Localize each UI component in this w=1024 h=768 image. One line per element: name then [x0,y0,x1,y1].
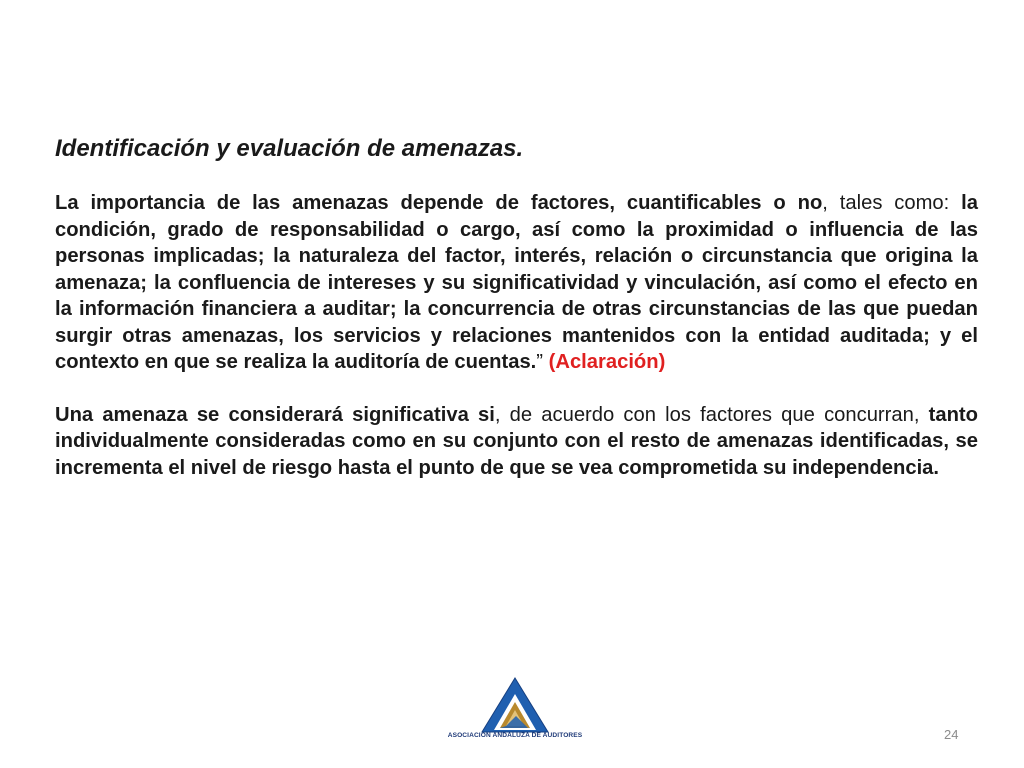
logo-text: ASOCIACION ANDALUZA DE AUDITORES [447,732,583,739]
slide-content [55,134,978,507]
page-number: 24 [944,727,959,742]
paragraph-importance-lead: La importancia de las amenazas depende de factores, cuantificables o no [55,192,823,214]
association-logo [440,676,590,744]
triangle-logo-icon [440,676,590,734]
paragraph-importance-factors: la condición, grado de responsabilidad o cargo, así como la proximidad o influencia de las personas implicadas; la naturaleza del factor, interés, relación o circunstancia que origina la amenaza; la confluencia de intereses y su significatividad y vinculación, así como el efecto en la información financiera a auditar; la concurrencia de otras circunstancias de las que puedan surgir otras amenazas, los servicios y relaciones mantenidos con la entidad auditada; y el contexto en que se realiza la auditoría de cuentas. [55,192,978,373]
clarification-note: (Aclaración) [548,351,666,373]
paragraph-significance-connector: , de acuerdo con los factores que concurran, [494,403,929,426]
paragraph-importance-connector: , tales como: [822,192,962,214]
paragraph-importance-quote: ” [536,351,549,373]
slide-heading: Identificación y evaluación de amenazas. [55,135,524,162]
paragraph-significance [55,402,978,482]
paragraph-importance [55,190,978,376]
paragraph-significance-lead: Una amenaza se considerará significativa si [55,403,495,426]
paragraph-significance-conclusion: tanto individualmente consideradas como en su conjunto con el resto de amenazas identificadas, se incrementa el nivel de riesgo hasta el punto de que se vea comprometida su independencia. [55,403,978,479]
